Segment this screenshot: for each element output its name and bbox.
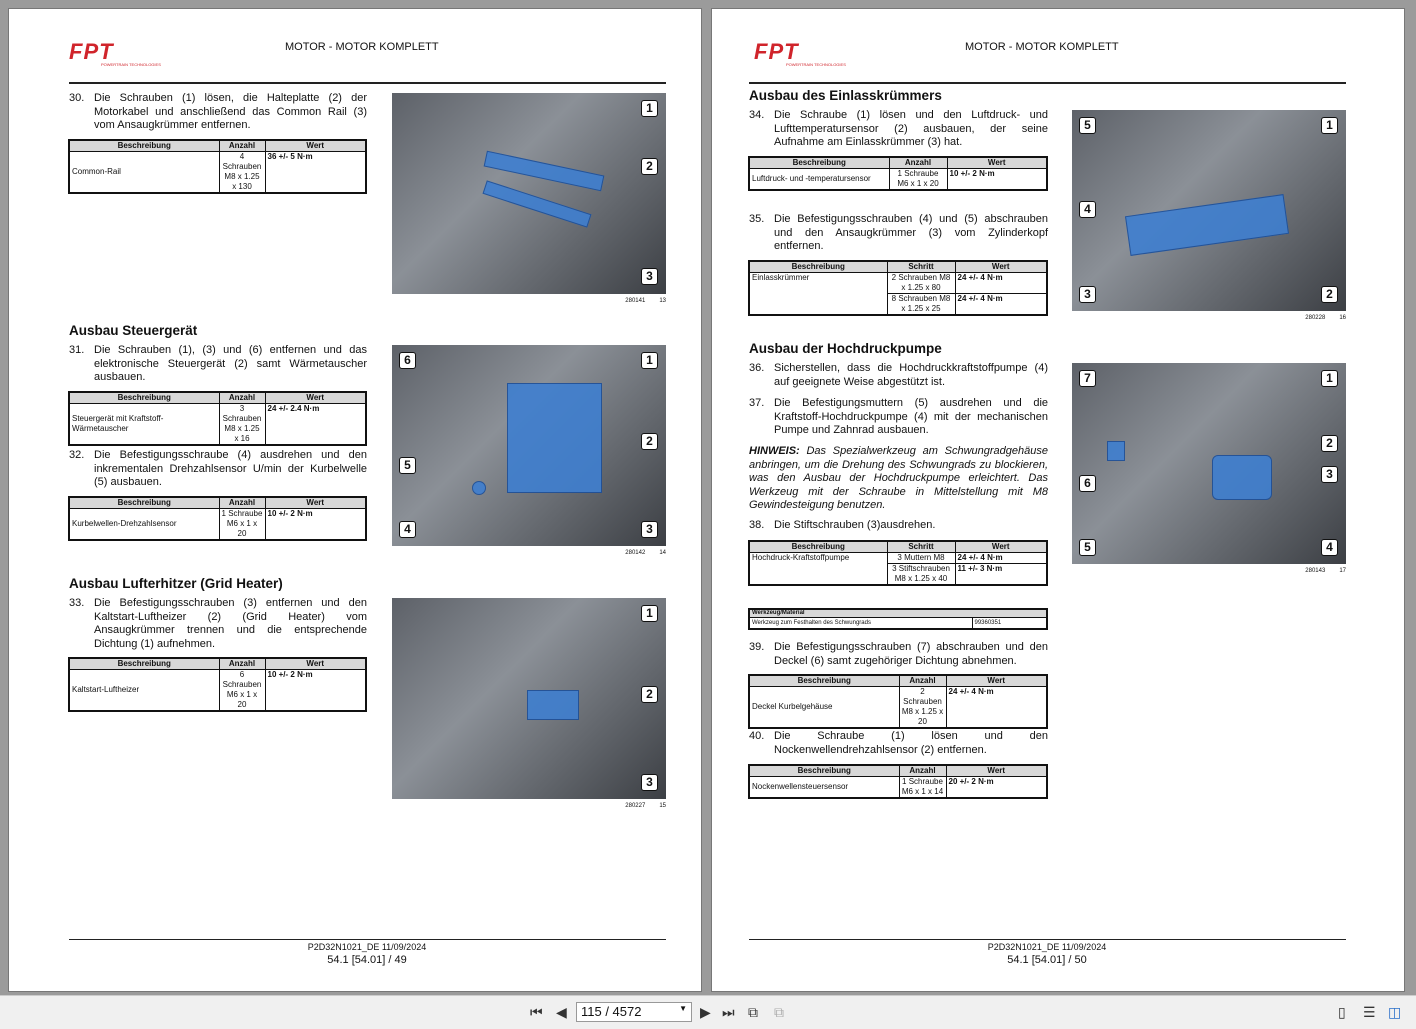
- step-number: 33.: [69, 597, 85, 609]
- col-header: Anzahl: [219, 140, 265, 151]
- torque-table: [68, 496, 367, 541]
- section-heading: Ausbau des Einlasskrümmers: [749, 88, 942, 103]
- page-number-field[interactable]: [576, 1002, 692, 1022]
- highlight-part: [527, 690, 579, 720]
- header-rule: [749, 82, 1346, 84]
- logo-text: FPT: [69, 39, 114, 64]
- figure-caption: 280141 13: [625, 298, 666, 304]
- cell-qty: 2 Schrauben M8 x 1.25 x 20: [899, 686, 946, 728]
- step-34: [749, 109, 1048, 150]
- callout: 6: [1079, 475, 1096, 492]
- step-40: [749, 730, 1048, 757]
- cell-qty: 1 Schraube M6 x 1 x 20: [219, 508, 265, 540]
- torque-table: [748, 674, 1048, 729]
- engine-figure-17: [1072, 363, 1346, 564]
- engine-figure-13: [392, 93, 666, 294]
- pdf-page-left: [8, 8, 702, 992]
- engine-figure-14: [392, 345, 666, 546]
- cell-desc: Common-Rail: [69, 151, 219, 193]
- logo-text: FPT: [754, 39, 799, 64]
- step-32: [69, 449, 367, 490]
- tool-header: Werkzeug/Material: [749, 609, 1047, 617]
- callout: 4: [1321, 539, 1338, 556]
- footer-rule: [69, 939, 666, 940]
- callout: 3: [1321, 466, 1338, 483]
- col-header: Schritt: [887, 261, 955, 272]
- step-number: 31.: [69, 344, 85, 356]
- page-header-title: MOTOR - MOTOR KOMPLETT: [965, 41, 1119, 53]
- cell-desc: Deckel Kurbelgehäuse: [749, 686, 899, 728]
- highlight-part: [483, 180, 592, 227]
- step-number: 40.: [749, 730, 765, 742]
- col-header: Wert: [955, 261, 1047, 272]
- highlight-part: [507, 383, 602, 493]
- step-text: Die Befestigungsmuttern (5) ausdrehen und die Kraftstoff-Hochdruckpumpe (4) mit der mechanischen Pumpe und Zahnrad ausbauen.: [774, 397, 1048, 436]
- step-35: [749, 213, 1048, 254]
- col-header: Wert: [265, 497, 366, 508]
- engine-figure-15: [392, 598, 666, 799]
- tool-code: 99360351: [972, 617, 1047, 629]
- footer-doc-id: P2D32N1021_DE 11/09/2024: [307, 942, 427, 952]
- col-header: Anzahl: [219, 658, 265, 669]
- cell-value: 10 +/- 2 N·m: [265, 508, 366, 540]
- col-header: Anzahl: [899, 765, 946, 776]
- cell-value: 36 +/- 5 N·m: [265, 151, 366, 193]
- cell-desc: Hochdruck-Kraftstoffpumpe: [749, 552, 887, 585]
- footer-page-number: 54.1 [54.01] / 50: [1007, 954, 1087, 966]
- callout: 3: [641, 268, 658, 285]
- col-header: Beschreibung: [69, 497, 219, 508]
- step-38: [749, 519, 1048, 533]
- go-back-icon[interactable]: ⧉: [748, 1004, 758, 1020]
- step-number: 36.: [749, 362, 765, 374]
- tool-table: [748, 608, 1048, 630]
- col-header: Schritt: [887, 541, 955, 552]
- logo-subtitle: POWERTRAIN TECHNOLOGIES: [786, 62, 846, 67]
- cell-qty: 6 Schrauben M6 x 1 x 20: [219, 669, 265, 711]
- page-header-title: MOTOR - MOTOR KOMPLETT: [285, 41, 439, 53]
- step-number: 35.: [749, 213, 765, 225]
- col-header: Wert: [265, 392, 366, 403]
- cell-qty: 1 Schraube M6 x 1 x 20: [889, 168, 947, 190]
- note-label: HINWEIS:: [749, 445, 800, 457]
- col-header: Wert: [265, 658, 366, 669]
- step-number: 34.: [749, 109, 765, 121]
- step-text: Sicherstellen, dass die Hochdruckkraftstoffpumpe (4) auf geeignete Weise abgestützt ist.: [774, 362, 1048, 388]
- highlight-part: [1212, 455, 1272, 500]
- two-page-view-icon[interactable]: ◫: [1388, 1004, 1402, 1020]
- col-header: Anzahl: [889, 157, 947, 168]
- torque-table: [68, 139, 367, 194]
- callout: 3: [641, 774, 658, 791]
- cell-desc: Nockenwellensteuersensor: [749, 776, 899, 798]
- figure-caption: 280142 14: [625, 550, 666, 556]
- step-36: [749, 362, 1048, 389]
- first-page-icon[interactable]: ⏮: [530, 1004, 543, 1020]
- cell-value: 24 +/- 2.4 N·m: [265, 403, 366, 445]
- step-33: [69, 597, 367, 651]
- footer-page-number: 54.1 [54.01] / 49: [327, 954, 407, 966]
- callout: 1: [641, 352, 658, 369]
- col-header: Beschreibung: [69, 392, 219, 403]
- step-text: Die Schrauben (1), (3) und (6) entfernen und das elektronische Steuergerät (2) samt Wärmetauscher ausbauen.: [94, 344, 367, 383]
- fpt-logo: [69, 37, 179, 73]
- pdf-page-right: [711, 8, 1405, 992]
- torque-table: [748, 260, 1048, 316]
- callout: 1: [641, 100, 658, 117]
- callout: 2: [641, 158, 658, 175]
- cell-desc: Kurbelwellen-Drehzahlsensor: [69, 508, 219, 540]
- step-number: 32.: [69, 449, 85, 461]
- col-header: Beschreibung: [749, 675, 899, 686]
- cell-value: 24 +/- 4 N·m: [955, 293, 1047, 315]
- cell-value: 10 +/- 2 N·m: [265, 669, 366, 711]
- step-text: Die Befestigungsschrauben (7) abschrauben und den Deckel (6) samt zugehöriger Dichtung abnehmen.: [774, 641, 1048, 667]
- section-heading: Ausbau Lufterhitzer (Grid Heater): [69, 576, 283, 591]
- footer-doc-id: P2D32N1021_DE 11/09/2024: [987, 942, 1107, 952]
- step-text: Die Befestigungsschraube (4) ausdrehen und den inkrementalen Drehzahlsensor U/min der Kurbelwelle (5) ausbauen.: [94, 449, 367, 488]
- torque-table: [748, 764, 1048, 799]
- col-header: Beschreibung: [749, 541, 887, 552]
- col-header: Wert: [955, 541, 1047, 552]
- callout: 2: [1321, 286, 1338, 303]
- figure-caption: 280228 16: [1305, 315, 1346, 321]
- callout: 2: [641, 686, 658, 703]
- viewer-toolbar: [0, 995, 1416, 1029]
- callout: 5: [1079, 117, 1096, 134]
- col-header: Beschreibung: [749, 157, 889, 168]
- cell-value: 24 +/- 4 N·m: [955, 272, 1047, 293]
- col-header: Beschreibung: [69, 658, 219, 669]
- logo-subtitle: POWERTRAIN TECHNOLOGIES: [101, 62, 161, 67]
- col-header: Wert: [947, 157, 1047, 168]
- section-heading: Ausbau der Hochdruckpumpe: [749, 341, 942, 356]
- step-text: Die Befestigungsschrauben (4) und (5) abschrauben und den Ansaugkrümmer (3) vom Zylinderkopf entfernen.: [774, 213, 1048, 252]
- cell-step: 2 Schrauben M8 x 1.25 x 80: [887, 272, 955, 293]
- step-number: 30.: [69, 92, 85, 104]
- cell-qty: 4 Schrauben M8 x 1.25 x 130: [219, 151, 265, 193]
- figure-caption: 280143 17: [1305, 568, 1346, 574]
- callout: 2: [1321, 435, 1338, 452]
- torque-table: [68, 657, 367, 712]
- cell-value: 24 +/- 4 N·m: [946, 686, 1047, 728]
- figure-caption: 280227 15: [625, 803, 666, 809]
- torque-table: [748, 540, 1048, 586]
- chevron-down-icon[interactable]: ▼: [679, 1004, 687, 1013]
- step-text: Die Schraube (1) lösen und den Luftdruck- und Lufttemperatursensor (2) ausbauen, der seine Aufnahme am Einlasskrümmer (3) hat.: [774, 109, 1048, 148]
- step-text: Die Befestigungsschrauben (3) entfernen und den Kaltstart-Luftheizer (2) (Grid Heater) vom Ansaugkrümmer trennen und die entsprechende Dichtung (1) aufnehmen.: [94, 597, 367, 650]
- col-header: Beschreibung: [749, 765, 899, 776]
- callout: 5: [399, 457, 416, 474]
- cell-desc: Luftdruck- und -temperatursensor: [749, 168, 889, 190]
- col-header: Beschreibung: [69, 140, 219, 151]
- cell-desc: Kaltstart-Luftheizer: [69, 669, 219, 711]
- col-header: Beschreibung: [749, 261, 887, 272]
- step-text: Die Schraube (1) lösen und den Nockenwellendrehzahlsensor (2) entfernen.: [774, 730, 1048, 756]
- cell-step: 8 Schrauben M8 x 1.25 x 25: [887, 293, 955, 315]
- note: [749, 445, 1048, 513]
- callout: 3: [1079, 286, 1096, 303]
- engine-figure-16: [1072, 110, 1346, 311]
- step-31: [69, 344, 367, 385]
- step-number: 37.: [749, 397, 765, 409]
- section-heading: Ausbau Steuergerät: [69, 323, 198, 338]
- col-header: Anzahl: [899, 675, 946, 686]
- callout: 6: [399, 352, 416, 369]
- callout: 5: [1079, 539, 1096, 556]
- continuous-view-icon[interactable]: ☰: [1363, 1004, 1376, 1020]
- cell-value: 11 +/- 3 N·m: [955, 563, 1047, 585]
- cell-value: 10 +/- 2 N·m: [947, 168, 1047, 190]
- step-37: [749, 397, 1048, 438]
- cell-value: 24 +/- 4 N·m: [955, 552, 1047, 563]
- cell-step: 3 Stiftschrauben M8 x 1.25 x 40: [887, 563, 955, 585]
- torque-table: [748, 156, 1048, 191]
- cell-desc: Steuergerät mit Kraftstoff-Wärmetauscher: [69, 403, 219, 445]
- callout: 1: [1321, 370, 1338, 387]
- callout: 2: [641, 433, 658, 450]
- col-header: Anzahl: [219, 392, 265, 403]
- step-number: 39.: [749, 641, 765, 653]
- step-number: 38.: [749, 519, 765, 531]
- col-header: Wert: [946, 675, 1047, 686]
- cell-desc: Einlasskrümmer: [749, 272, 887, 315]
- callout: 1: [641, 605, 658, 622]
- callout: 4: [399, 521, 416, 538]
- previous-page-icon[interactable]: ◀: [556, 1004, 567, 1020]
- callout: 1: [1321, 117, 1338, 134]
- step-39: [749, 641, 1048, 668]
- go-forward-icon[interactable]: ⧉: [774, 1004, 784, 1020]
- cell-qty: 1 Schraube M6 x 1 x 14: [899, 776, 946, 798]
- single-page-view-icon[interactable]: ▯: [1338, 1004, 1346, 1020]
- callout: 4: [1079, 201, 1096, 218]
- col-header: Anzahl: [219, 497, 265, 508]
- highlight-part: [1107, 441, 1125, 461]
- step-text: Die Stiftschrauben (3)ausdrehen.: [774, 519, 936, 531]
- page-number-value[interactable]: 115 / 4572: [581, 1004, 642, 1019]
- callout: 7: [1079, 370, 1096, 387]
- note-text: Das Spezialwerkzeug am Schwungradgehäuse anbringen, um die Drehung des Schwungrads zu blockieren, was den Ausbau der Hochdruckpumpe erleichtert. Das Werkzeug mit der Schraube in Mittelstellung mit M8 Gewindesteigung benutzen.: [749, 445, 1048, 511]
- tool-desc: Werkzeug zum Festhalten des Schwungrads: [749, 617, 972, 629]
- footer-rule: [749, 939, 1346, 940]
- callout: 3: [641, 521, 658, 538]
- highlight-part: [1125, 194, 1289, 256]
- last-page-icon[interactable]: ⏭: [722, 1004, 735, 1020]
- fpt-logo: [754, 37, 864, 73]
- cell-qty: 3 Schrauben M8 x 1.25 x 16: [219, 403, 265, 445]
- step-30: [69, 92, 367, 133]
- cell-value: 20 +/- 2 N·m: [946, 776, 1047, 798]
- col-header: Wert: [946, 765, 1047, 776]
- next-page-icon[interactable]: ▶: [700, 1004, 711, 1020]
- cell-step: 3 Muttern M8: [887, 552, 955, 563]
- header-rule: [69, 82, 666, 84]
- highlight-part: [472, 481, 486, 495]
- torque-table: [68, 391, 367, 446]
- col-header: Wert: [265, 140, 366, 151]
- step-text: Die Schrauben (1) lösen, die Halteplatte (2) der Motorkabel und anschließend das Common Rail (3) vom Ansaugkrümmer entfernen.: [94, 92, 367, 131]
